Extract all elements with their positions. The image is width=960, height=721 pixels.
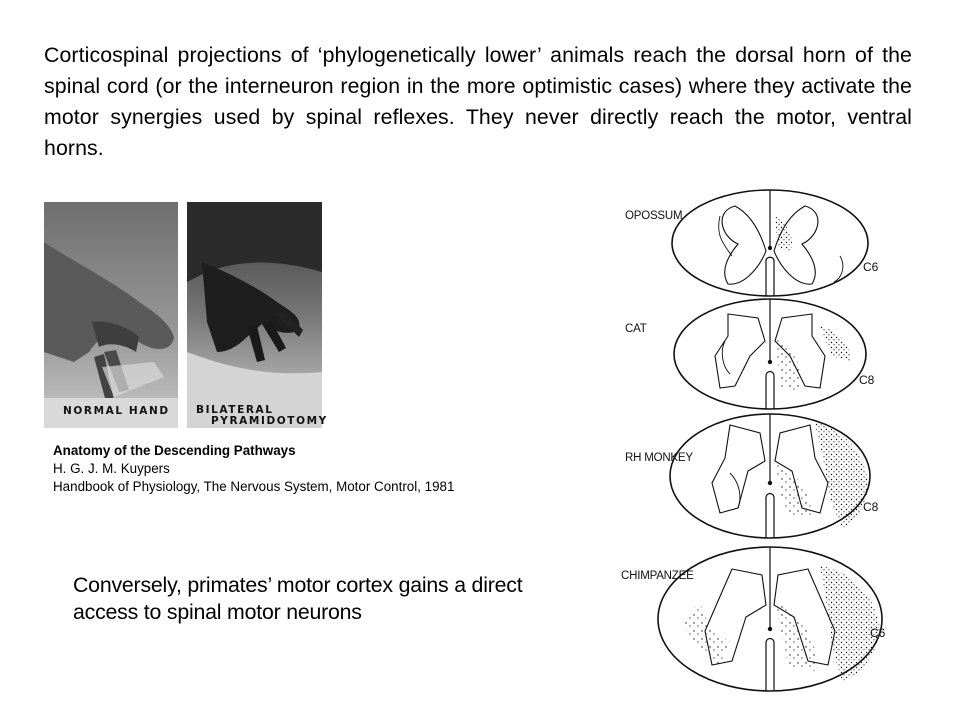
rh-monkey-section <box>670 414 870 538</box>
cat-section <box>674 299 866 409</box>
section-level-opossum: C6 <box>863 260 879 274</box>
citation-source: Handbook of Physiology, The Nervous System, Motor Control, 1981 <box>53 479 455 494</box>
opossum-section <box>672 190 868 296</box>
citation-title: Anatomy of the Descending Pathways <box>53 443 296 458</box>
conclusion-paragraph: Conversely, primates’ motor cortex gains a direct access to spinal motor neurons <box>73 573 523 624</box>
spinal-cord-sections-figure <box>620 186 920 716</box>
section-label-rh-monkey: RH MONKEY <box>625 452 693 464</box>
intro-paragraph: Corticospinal projections of ‘phylogenetically lower’ animals reach the dorsal horn of the spinal cord (or the interneuron region in the more optimistic cases) where they activate the motor synergies used by spinal reflexes. They never directly reach the motor, ventral horns. <box>44 43 912 160</box>
pyramidotomy-caption-line1: BILATERAL <box>196 404 274 416</box>
section-level-cat: C8 <box>859 373 875 387</box>
normal-hand-photo <box>44 202 178 428</box>
section-label-opossum: OPOSSUM <box>625 210 683 222</box>
pyramidotomy-caption-line2: PYRAMIDOTOMY <box>211 415 328 427</box>
section-level-chimpanzee: C6 <box>870 626 886 640</box>
citation-block <box>53 442 454 496</box>
chimpanzee-section <box>658 547 882 691</box>
section-label-chimpanzee: CHIMPANZEE <box>621 570 694 582</box>
section-label-cat: CAT <box>625 323 647 335</box>
section-level-rh-monkey: C8 <box>863 500 879 514</box>
citation-author: H. G. J. M. Kuypers <box>53 461 170 476</box>
pyramidotomy-photo <box>187 202 322 428</box>
normal-hand-caption: NORMAL HAND <box>63 405 170 417</box>
